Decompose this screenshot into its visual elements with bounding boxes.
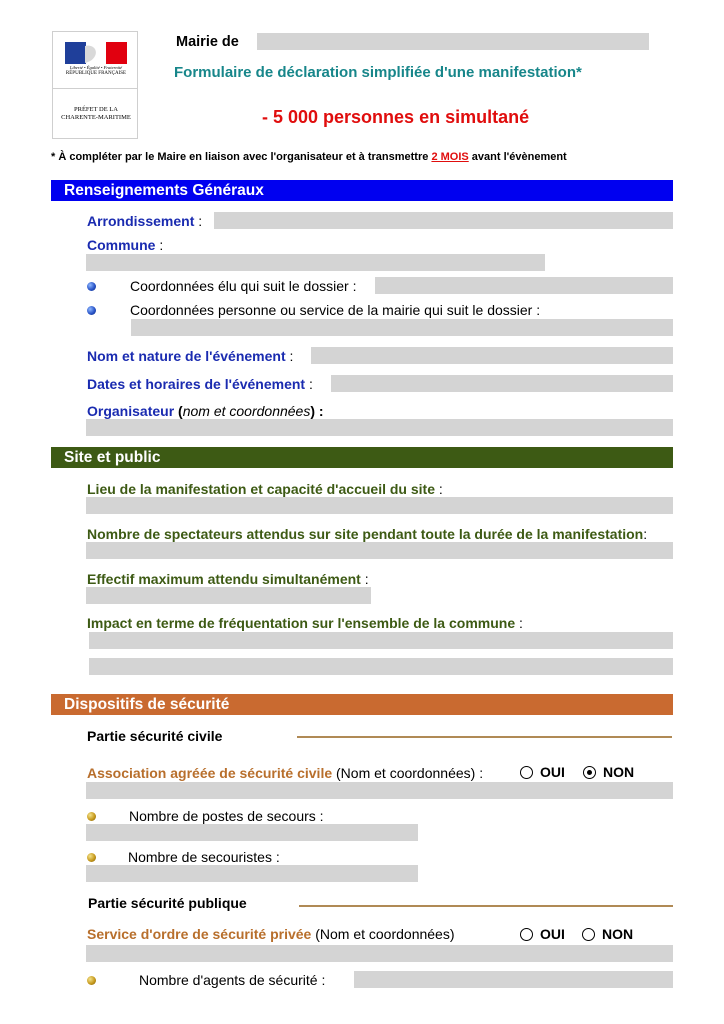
section-securite-header: Dispositifs de sécurité [51,694,673,715]
arrondissement-field[interactable] [214,212,673,229]
nom-nature-field[interactable] [311,347,673,364]
bullet-icon [87,812,96,821]
bullet-icon [87,853,96,862]
service-ordre-label [87,926,455,942]
bullet-icon [87,306,96,315]
partie-publique-rule [299,905,673,907]
nom-nature-label [87,348,293,364]
effectif-text: Effectif maximum attendu simultanément [87,571,361,587]
association-oui-radio[interactable] [520,766,533,779]
association-text: Association agréée de sécurité civile [87,765,333,781]
dates-field[interactable] [331,375,673,392]
partie-publique-label: Partie sécurité publique [88,895,247,911]
impact-text: Impact en terme de fréquentation sur l'ensemble de la commune [87,615,516,631]
section-site-public-header: Site et public [51,447,673,468]
association-label [87,765,483,781]
prefecture-logo [52,31,138,139]
service-oui-label: OUI [540,926,565,942]
coord-mairie-label: Coordonnées personne ou service de la mairie qui suit le dossier : [130,302,541,318]
logo-divider [53,88,137,89]
lieu-label [87,481,443,497]
lieu-field[interactable] [86,497,673,514]
secouristes-label: Nombre de secouristes : [128,849,280,865]
lieu-sep: : [435,481,443,497]
mairie-field[interactable] [257,33,649,50]
note-before: * À compléter par le Maire en liaison avec l'organisateur et à transmettre [51,151,432,163]
prefet-line2: CHARENTE-MARITIME [61,114,131,121]
coord-elu-field[interactable] [375,277,673,294]
commune-label [87,237,163,253]
subtitle: - 5 000 personnes en simultané [262,107,530,127]
partie-civile-rule [297,736,672,738]
coord-mairie-field[interactable] [131,319,673,336]
organisateur-text: Organisateur [87,403,175,419]
coord-elu-label: Coordonnées élu qui suit le dossier : [130,278,357,294]
arrondissement-text: Arrondissement [87,213,195,229]
effectif-label [87,571,369,587]
nombre-spectateurs-sep: : [643,526,648,542]
prefet-line1: PRÉFET DE LA [74,106,118,113]
association-suffix: (Nom et coordonnées) : [332,765,484,781]
republic-name: RÉPUBLIQUE FRANÇAISE [65,71,127,76]
nom-nature-sep: : [285,348,294,364]
mairie-label: Mairie de [176,34,239,50]
dates-label [87,376,313,392]
organisateur-close: ) : [310,403,324,419]
association-field[interactable] [86,782,673,799]
effectif-sep: : [360,571,369,587]
bullet-icon [87,282,96,291]
postes-field[interactable] [86,824,418,841]
association-oui-label: OUI [540,764,565,780]
instruction-note [51,151,567,163]
association-non-label: NON [603,764,635,780]
effectif-field[interactable] [86,587,371,604]
dates-text: Dates et horaires de l'événement [87,376,306,392]
impact-sep: : [515,615,523,631]
arrondissement-label [87,213,202,229]
service-ordre-suffix: (Nom et coordonnées) [311,926,455,942]
nombre-spectateurs-text: Nombre de spectateurs attendus sur site pendant toute la durée de la manifestation [87,526,644,542]
lieu-text: Lieu de la manifestation et capacité d'accueil du site [87,481,435,497]
arrondissement-sep: : [194,213,203,229]
postes-label: Nombre de postes de secours : [129,808,324,824]
service-ordre-text: Service d'ordre de sécurité privée [87,926,312,942]
commune-field[interactable] [86,254,545,271]
note-deadline: 2 MOIS [431,151,469,163]
service-non-label: NON [602,926,634,942]
section-renseignements-header: Renseignements Généraux [51,180,673,201]
dates-sep: : [305,376,313,392]
partie-civile-label: Partie sécurité civile [87,728,223,744]
impact-label [87,615,523,631]
impact-field-2[interactable] [89,658,673,675]
agents-field[interactable] [354,971,673,988]
organisateur-field[interactable] [86,419,673,436]
agents-label: Nombre d'agents de sécurité : [139,972,326,988]
service-ordre-field[interactable] [86,945,673,962]
commune-sep: : [155,237,164,253]
form-title: Formulaire de déclaration simplifiée d'une manifestation* [174,64,582,81]
organisateur-label [87,403,324,419]
commune-text: Commune [87,237,156,253]
note-after: avant l'évènement [468,151,567,163]
nom-nature-text: Nom et nature de l'événement [87,348,286,364]
republic-motto: Liberté • Égalité • Fraternité [69,65,123,70]
organisateur-italic: nom et coordonnées [182,403,311,419]
nombre-spectateurs-field[interactable] [86,542,673,559]
bullet-icon [87,976,96,985]
service-non-radio[interactable] [582,928,595,941]
marianne-flag-icon [65,42,127,64]
organisateur-open: ( [174,403,183,419]
association-non-radio[interactable] [583,766,596,779]
impact-field-1[interactable] [89,632,673,649]
service-oui-radio[interactable] [520,928,533,941]
radio-selected-dot [587,770,592,775]
nombre-spectateurs-label [87,526,647,542]
secouristes-field[interactable] [86,865,418,882]
